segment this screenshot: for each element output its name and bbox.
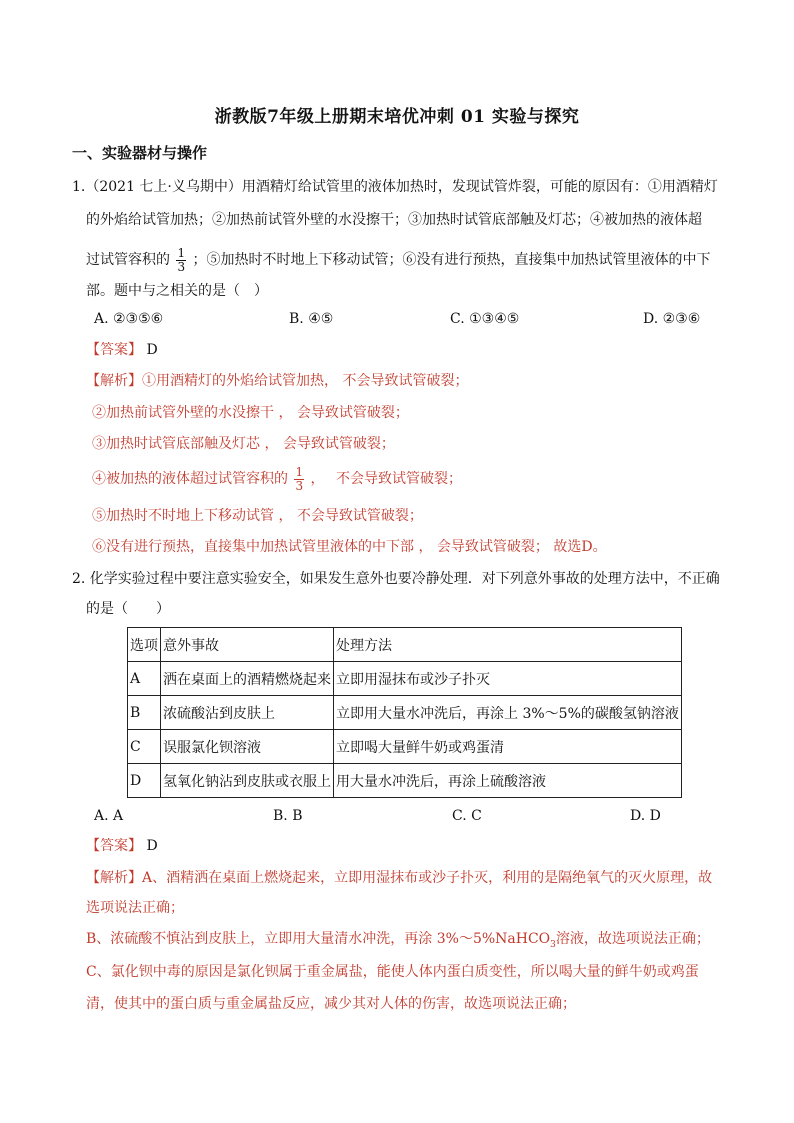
fraction — [176, 247, 186, 274]
q1-stem-line4: 部。题中与之相关的是（ ） — [86, 283, 268, 299]
q2-analysis-line3 — [86, 929, 710, 955]
table-cell: A — [128, 662, 161, 696]
table-cell: 误服氯化钡溶液 — [161, 730, 334, 764]
table-row — [128, 696, 682, 730]
table-header-cell: 选项 — [128, 628, 161, 662]
analysis-text: ①用酒精灯的外焰给试管加热， 不会导致试管破裂； — [142, 373, 469, 389]
analysis-tag: 【解析】 — [86, 870, 142, 886]
analysis-tag: 【解析】 — [86, 373, 142, 389]
q1-analysis-line4 — [92, 462, 462, 496]
answer-value: D — [146, 342, 158, 358]
analysis-text: ， 不会导致试管破裂； — [310, 471, 462, 487]
q1-option-c: C. ①③④⑤ — [450, 311, 520, 327]
q1-analysis-line2: ②加热前试管外壁的水没擦干 ， 会导致试管破裂； — [92, 405, 409, 421]
q1-analysis-line5: ⑤加热时不时地上下移动试管 ， 不会导致试管破裂； — [92, 508, 423, 524]
q2-option-d: D. D — [630, 808, 661, 824]
answer-tag: 【答案】 — [86, 838, 142, 854]
table-header-cell: 处理方法 — [334, 628, 682, 662]
answer-value: D — [146, 838, 158, 854]
fraction-denominator: 3 — [295, 478, 304, 493]
q1-stem-line2: 的外焰给试管加热；②加热前试管外壁的水没擦干；③加热时试管底部触及灯芯；④被加热的液体超 — [86, 212, 702, 228]
table-cell: 立即用大量水冲洗后，再涂上 3%～5%的碳酸氢钠溶液 — [334, 696, 682, 730]
table-header-cell: 意外事故 — [161, 628, 334, 662]
q2-analysis-line1 — [86, 868, 712, 888]
table-cell: C — [128, 730, 161, 764]
table-row — [128, 764, 682, 798]
q1-option-a: A. ②③⑤⑥ — [94, 311, 164, 327]
q2-option-a: A. A — [94, 808, 124, 824]
q2-stem-line1: 2. 化学实验过程中要注意实验安全，如果发生意外也要冷静处理．对下列意外事故的处理方法中，不正确 — [72, 571, 720, 587]
fraction-numerator: 1 — [177, 245, 186, 260]
q2-option-b: B. B — [273, 808, 303, 824]
table-cell: 用大量水冲洗后，再涂上硫酸溶液 — [334, 764, 682, 798]
answer-tag: 【答案】 — [86, 342, 142, 358]
table-cell: 浓硫酸沾到皮肤上 — [161, 696, 334, 730]
section-heading: 一、实验器材与操作 — [72, 144, 208, 162]
q2-stem-line2: 的是（ ） — [86, 601, 170, 617]
fraction-denominator: 3 — [177, 259, 186, 274]
table-cell: D — [128, 764, 161, 798]
fraction — [294, 466, 304, 493]
q1-stem-line1: 1.（2021 七上·义乌期中）用酒精灯给试管里的液体加热时，发现试管炸裂，可能的原因有：①用酒精灯 — [72, 179, 718, 195]
q1-analysis-line1 — [86, 371, 468, 391]
q2-analysis-line2: 选项说法正确； — [86, 900, 184, 916]
q1-answer — [86, 340, 158, 360]
q1-stem-line3 — [86, 243, 711, 277]
table-header-row — [128, 628, 682, 662]
q1-option-b: B. ④⑤ — [289, 311, 334, 327]
q1-stem-line3-post: ；⑤加热时不时地上下移动试管；⑥没有进行预热，直接集中加热试管里液体的中下 — [192, 252, 711, 268]
analysis-text: B、浓硫酸不慎沾到皮肤上，立即用大量清水冲洗，再涂 3%～5%NaHCO — [86, 931, 551, 947]
q1-stem-line3-pre: 过试管容积的 — [86, 252, 170, 268]
table-row — [128, 662, 682, 696]
q2-answer — [86, 836, 158, 856]
q2-analysis-line4: C、氯化钡中毒的原因是氯化钡属于重金属盐，能使人体内蛋白质变性，所以喝大量的鲜牛奶或鸡蛋 — [86, 964, 699, 980]
q1-option-d: D. ②③⑥ — [643, 311, 701, 327]
q1-analysis-line6: ⑥没有进行预热，直接集中加热试管里液体的中下部 ， 会导致试管破裂； 故选D。 — [92, 539, 607, 555]
analysis-text: ④被加热的液体超过试管容积的 — [92, 471, 288, 487]
table-cell: 立即喝大量鲜牛奶或鸡蛋清 — [334, 730, 682, 764]
table-cell: 立即用湿抹布或沙子扑灭 — [334, 662, 682, 696]
fraction-numerator: 1 — [295, 464, 304, 479]
subscript: 3 — [550, 939, 556, 950]
accident-table — [127, 627, 682, 798]
table-cell: 洒在桌面上的酒精燃烧起来 — [161, 662, 334, 696]
analysis-text: A、酒精洒在桌面上燃烧起来，立即用湿抹布或沙子扑灭，利用的是隔绝氧气的灭火原理，故 — [142, 870, 713, 886]
table-cell: B — [128, 696, 161, 730]
q1-analysis-line3: ③加热时试管底部触及灯芯 ， 会导致试管破裂； — [92, 436, 395, 452]
q2-option-c: C. C — [452, 808, 482, 824]
table-row — [128, 730, 682, 764]
page-title: 浙教版7年级上册期末培优冲刺 01 实验与探究 — [214, 107, 580, 127]
table-cell: 氢氧化钠沾到皮肤或衣服上 — [161, 764, 334, 798]
q2-analysis-line5: 清，使其中的蛋白质与重金属盐反应，减少其对人体的伤害，故选项说法正确； — [86, 996, 576, 1012]
analysis-text: 溶液，故选项说法正确； — [555, 931, 710, 947]
